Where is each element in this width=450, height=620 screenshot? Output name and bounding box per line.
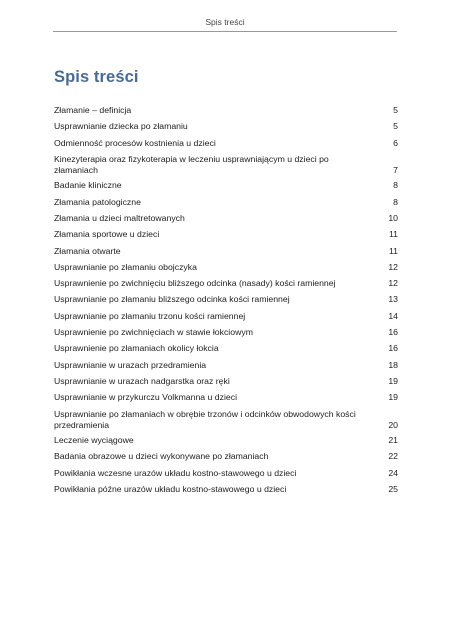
toc-entry-title: Usprawnianie po złamaniu bliższego odcinka kości ramiennej bbox=[54, 294, 290, 305]
toc-entry[interactable] bbox=[54, 343, 398, 354]
toc-entry-title: Odmienność procesów kostnienia u dzieci bbox=[54, 137, 216, 148]
toc-entry-page-number: 18 bbox=[388, 359, 398, 370]
page-title: Spis treści bbox=[54, 68, 139, 86]
toc-entry-page-number: 8 bbox=[393, 180, 398, 191]
running-header: Spis treści bbox=[205, 17, 245, 27]
toc-entry-page-number: 21 bbox=[388, 435, 398, 446]
toc-entry-title: Usprawnienie po zwichnięciach w stawie łokciowym bbox=[54, 327, 253, 338]
toc-entry-page-number: 10 bbox=[388, 212, 398, 223]
toc-entry-title: Usprawnienie po zwichnięciu bliższego odcinka (nasady) kości ramiennej bbox=[54, 278, 336, 289]
toc-entry[interactable] bbox=[54, 327, 398, 338]
toc-entry-page-number: 25 bbox=[388, 483, 398, 494]
header-divider bbox=[53, 31, 397, 32]
toc-entry[interactable] bbox=[54, 294, 398, 305]
toc-entry-title: Usprawnianie w urazach nadgarstka oraz ręki bbox=[54, 375, 230, 386]
toc-entry-page-number: 11 bbox=[388, 245, 398, 256]
toc-entry[interactable] bbox=[54, 213, 398, 224]
toc-entry-title: Usprawnianie po złamaniach w obrębie trzonów i odcinków obwodowych kości przedramienia bbox=[54, 408, 356, 430]
toc-entry[interactable] bbox=[54, 154, 398, 176]
toc-entry[interactable] bbox=[54, 376, 398, 387]
toc-entry-title: Powikłania wczesne urazów układu kostno-stawowego u dzieci bbox=[54, 467, 297, 478]
toc-entry-page-number: 24 bbox=[388, 467, 398, 478]
toc-entry-page-number: 12 bbox=[388, 278, 398, 289]
toc-entry[interactable] bbox=[54, 311, 398, 322]
toc-entry-page-number: 14 bbox=[388, 310, 398, 321]
toc-entry-title: Kinezyterapia oraz fizykoterapia w leczeniu usprawniającym u dzieci po złamaniach bbox=[54, 153, 329, 175]
toc-entry[interactable] bbox=[54, 468, 398, 479]
toc-entry[interactable] bbox=[54, 138, 398, 149]
toc-entry-title: Złamania patologiczne bbox=[54, 196, 141, 207]
toc-entry-page-number: 5 bbox=[393, 121, 398, 132]
toc-entry-page-number: 11 bbox=[388, 229, 398, 240]
toc-entry-page-number: 22 bbox=[388, 451, 398, 462]
toc-entry[interactable] bbox=[54, 197, 398, 208]
toc-entry-page-number: 16 bbox=[388, 327, 398, 338]
toc-entry[interactable] bbox=[54, 392, 398, 403]
toc-entry-title: Usprawnianie po złamaniu obojczyka bbox=[54, 261, 197, 272]
toc-entry[interactable] bbox=[54, 409, 398, 431]
toc-entry[interactable] bbox=[54, 229, 398, 240]
toc-entry[interactable] bbox=[54, 246, 398, 257]
toc-entry-page-number: 7 bbox=[393, 164, 398, 175]
toc-entry-title: Usprawnianie dziecka po złamaniu bbox=[54, 121, 188, 132]
toc-entry[interactable] bbox=[54, 121, 398, 132]
toc-entry-title: Złamania otwarte bbox=[54, 245, 121, 256]
toc-entry-title: Złamanie – definicja bbox=[54, 105, 132, 115]
toc-entry-page-number: 12 bbox=[388, 261, 398, 272]
toc-entry[interactable] bbox=[54, 105, 398, 116]
toc-entry-title: Badania obrazowe u dzieci wykonywane po złamaniach bbox=[54, 451, 269, 462]
toc-entry-page-number: 8 bbox=[393, 196, 398, 207]
toc-entry-title: Powikłania późne urazów układu kostno-stawowego u dzieci bbox=[54, 483, 287, 494]
toc-entry[interactable] bbox=[54, 435, 398, 446]
toc-entry[interactable] bbox=[54, 262, 398, 273]
toc-entry[interactable] bbox=[54, 278, 398, 289]
toc-entry-page-number: 19 bbox=[388, 375, 398, 386]
toc-entry[interactable] bbox=[54, 180, 398, 191]
toc-entry-title: Usprawnianie po złamaniu trzonu kości ramiennej bbox=[54, 310, 246, 321]
toc-entry-page-number: 16 bbox=[388, 343, 398, 354]
toc-entry-title: Usprawnianie w przykurczu Volkmanna u dzieci bbox=[54, 392, 238, 403]
toc-entry-page-number: 6 bbox=[393, 137, 398, 148]
toc-entry-title: Usprawnianie w urazach przedramienia bbox=[54, 359, 207, 370]
toc-entry-title: Leczenie wyciągowe bbox=[54, 435, 134, 446]
toc-entry[interactable] bbox=[54, 484, 398, 495]
toc-entry-page-number: 13 bbox=[388, 294, 398, 305]
toc-entry-page-number: 19 bbox=[388, 392, 398, 403]
toc-entry-title: Złamania sportowe u dzieci bbox=[54, 229, 160, 240]
toc-entry-title: Złamania u dzieci maltretowanych bbox=[54, 212, 185, 223]
toc-entry-title: Badanie kliniczne bbox=[54, 180, 122, 191]
toc-entry[interactable] bbox=[54, 451, 398, 462]
table-of-contents bbox=[54, 105, 398, 500]
toc-entry-page-number: 5 bbox=[393, 105, 398, 115]
toc-entry[interactable] bbox=[54, 360, 398, 371]
toc-entry-title: Usprawnienie po złamaniach okolicy łokcia bbox=[54, 343, 219, 354]
toc-entry-page-number: 20 bbox=[388, 419, 398, 430]
